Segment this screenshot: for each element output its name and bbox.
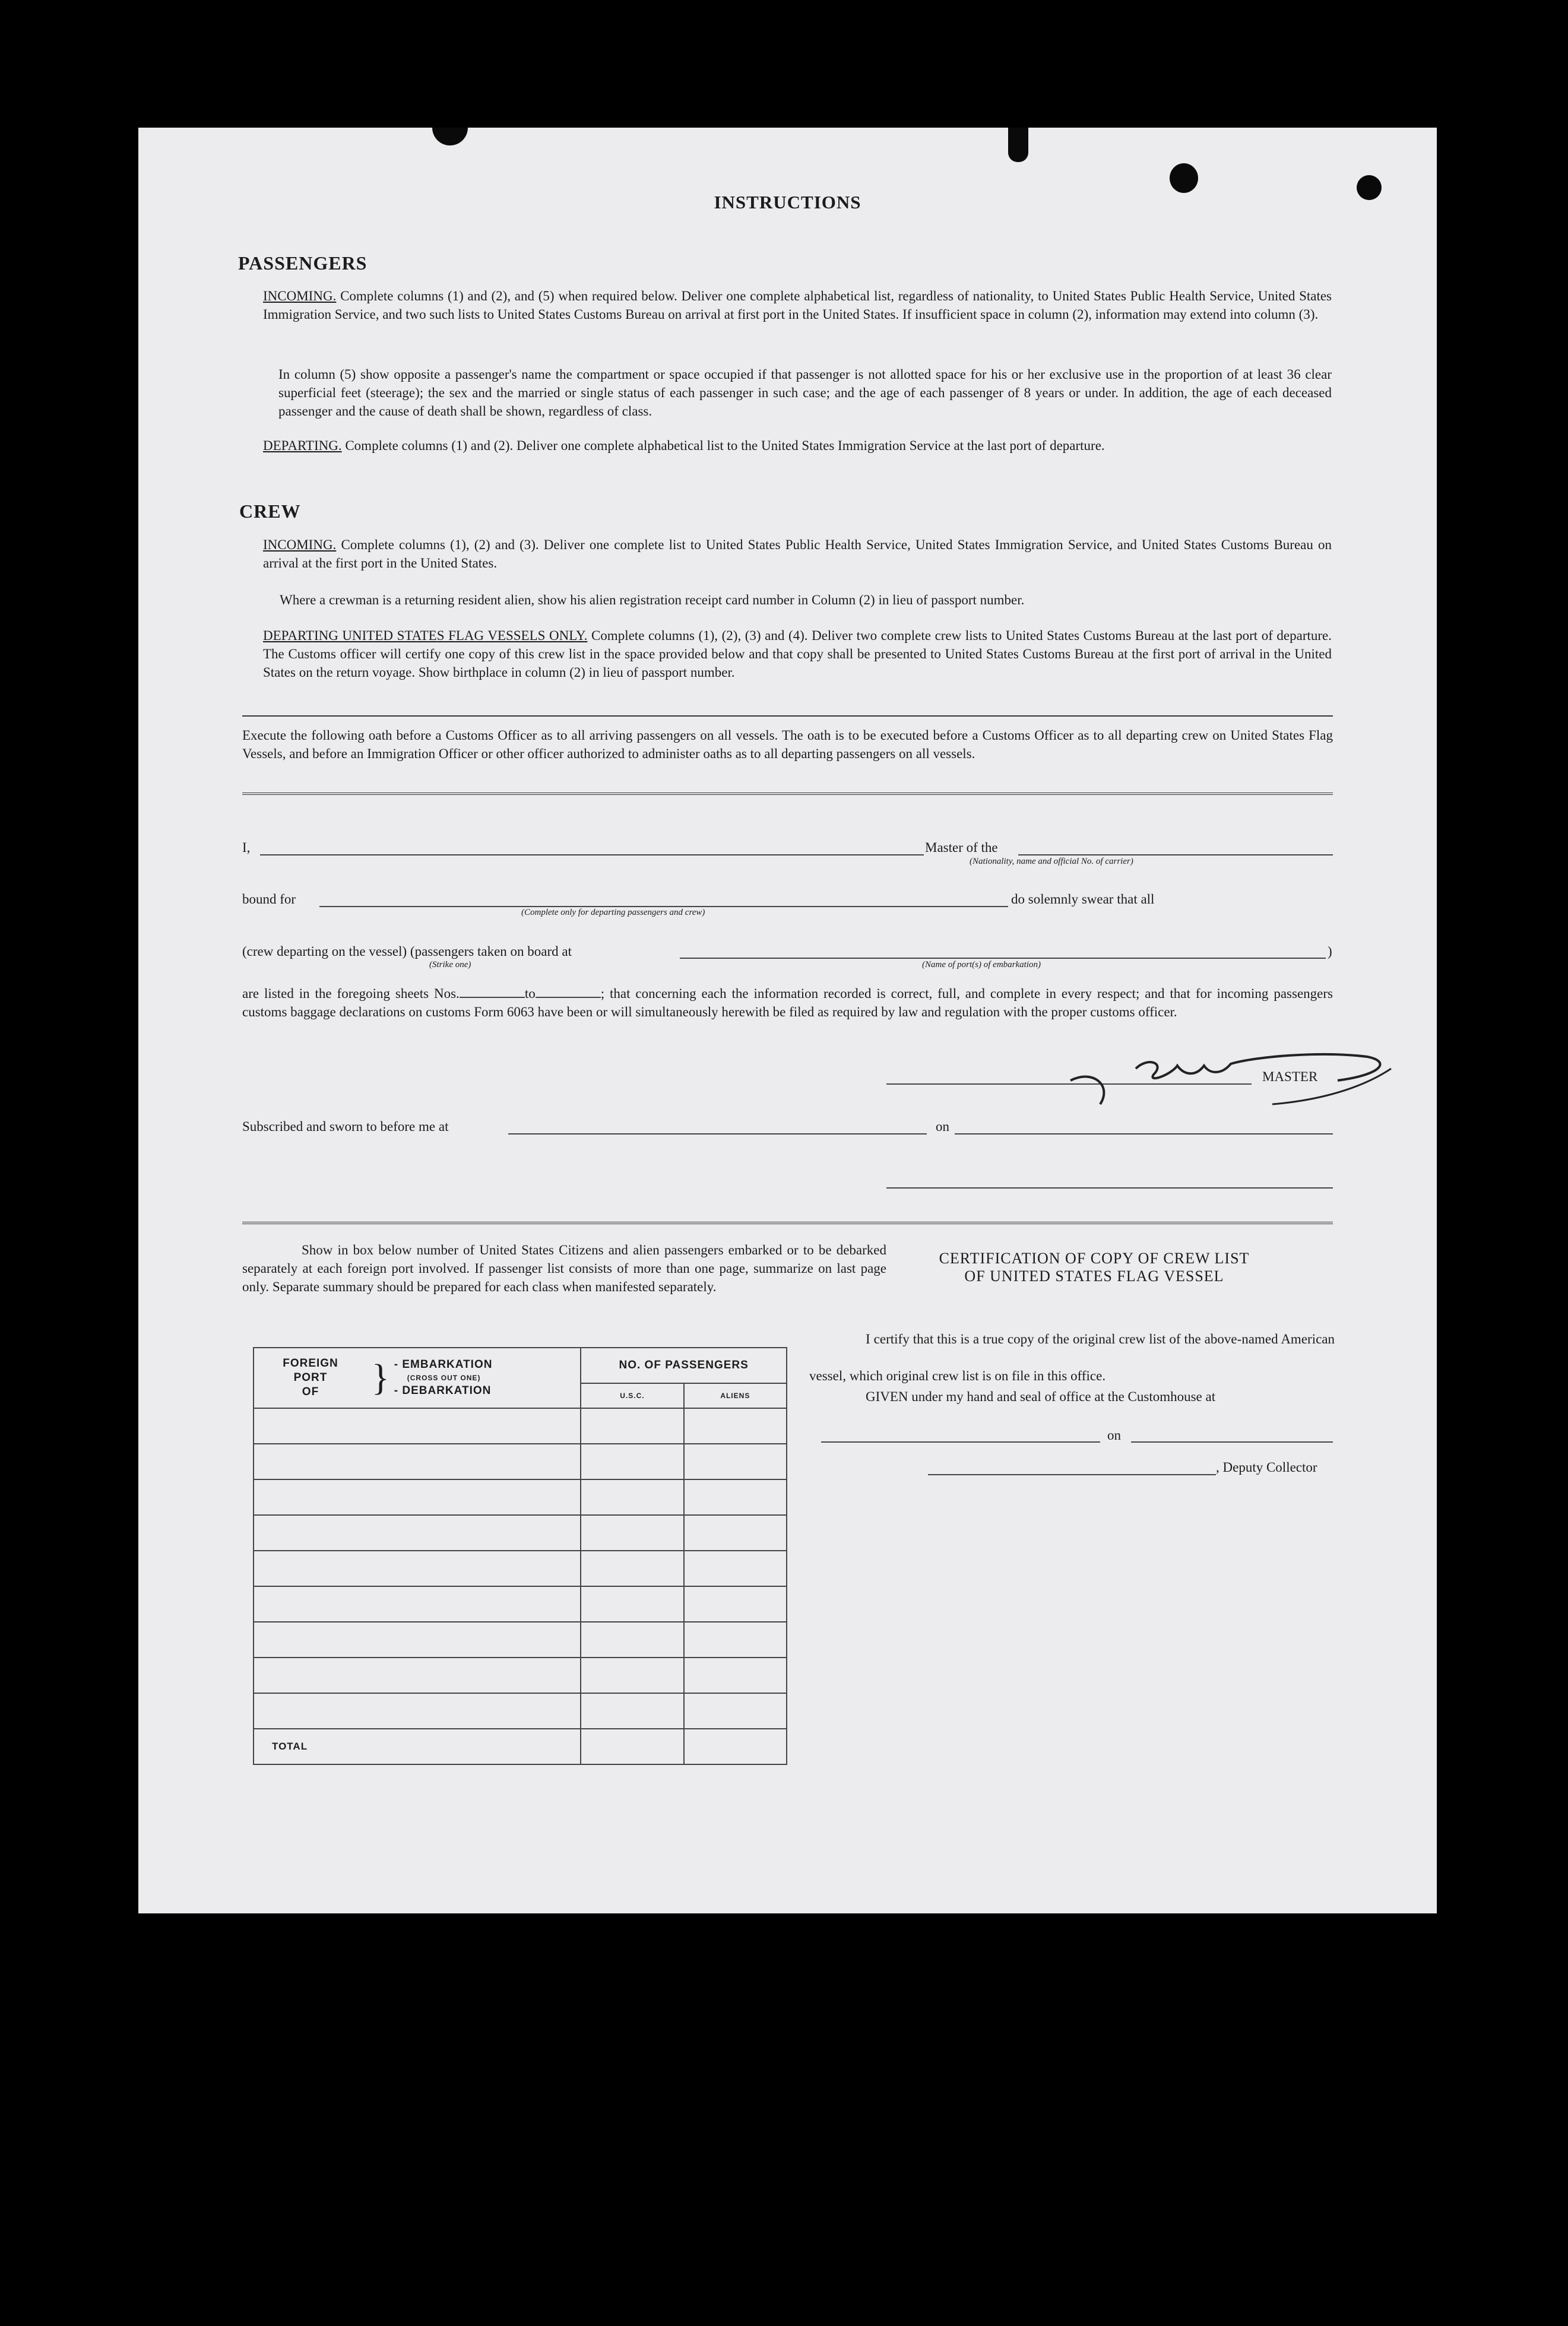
certification-text: I certify that this is a true copy of the original crew list of the above-named American vessel, which original crew list is on file in this office. (809, 1332, 1335, 1383)
passengers-incoming-paragraph (263, 287, 1332, 324)
oath-listed-paragraph (242, 984, 1333, 1021)
table-row (254, 1444, 787, 1479)
crew-departing-paragraph (263, 626, 1332, 682)
document-page (138, 128, 1437, 1913)
sworn-on-label: on (936, 1119, 949, 1134)
passengers-heading: PASSENGERS (238, 252, 368, 274)
strike-one-hint: (Strike one) (429, 960, 471, 969)
crew-incoming-paragraph (263, 535, 1332, 572)
passenger-summary-table (253, 1347, 787, 1765)
master-label: MASTER (1262, 1069, 1318, 1084)
oath-bound-for-label: bound for (242, 892, 296, 907)
passengers-departing-text: Complete columns (1) and (2). Deliver one complete alphabetical list to the United States Immigration Service at the last port of departure. (345, 438, 1105, 453)
listed-to: to (524, 986, 536, 1001)
sheet-from-field[interactable] (460, 986, 525, 998)
customhouse-location-field[interactable] (821, 1441, 1100, 1443)
oath-close-paren: ) (1328, 944, 1332, 959)
officer-signature-field[interactable] (886, 1187, 1333, 1189)
certification-heading-line1: CERTIFICATION OF COPY OF CREW LIST (939, 1250, 1250, 1267)
crew-incoming-label: INCOMING. (263, 537, 337, 552)
table-row (254, 1551, 787, 1586)
table-row (254, 1693, 787, 1729)
carrier-hint: (Nationality, name and official No. of carrier) (970, 857, 1133, 866)
port-label: PORT (293, 1371, 328, 1384)
sworn-location-field[interactable] (508, 1133, 927, 1135)
usc-header: U.S.C. (581, 1383, 683, 1408)
subscribed-label: Subscribed and sworn to before me at (242, 1119, 449, 1134)
brace-glyph: } (372, 1358, 389, 1398)
certification-given: GIVEN under my hand and seal of office at the Customhouse at (866, 1389, 1216, 1404)
passengers-column5-paragraph: In column (5) show opposite a passenger's name the compartment or space occupied if that passenger is not allotted space for his or her exclusive use in the proportion of at least 36 clear superficial feet (steerage); the sex and the married or single status of each passenger in such case; and the age of each passenger of 8 years or under. In addition, the age of each deceased passenger and the cause of death shall be shown, regardless of class. (278, 367, 1332, 419)
no-of-passengers-header: NO. OF PASSENGERS (581, 1348, 787, 1383)
table-header-row (254, 1348, 787, 1383)
crew-departing-text: Complete columns (1), (2), (3) and (4). Deliver two complete crew lists to United States Customs Bureau at the last port of departure. The Customs officer will certify one copy of this crew list in the space provided below and that copy shall be presented to United States Customs Bureau at the first port of arrival in the United States on the return voyage. Show birthplace in column (2) in lieu of passport number. (263, 628, 1332, 680)
foreign-label: FOREIGN (283, 1357, 338, 1370)
passengers-incoming-text: Complete columns (1) and (2), and (5) when required below. Deliver one complete alphabetical list, regardless of nationality, to United States Public Health Service, United States Immigration Service, and two such lists to United States Customs Bureau on arrival at first port in the United States. If insufficient space in column (2), information may extend into column (3). (263, 289, 1332, 322)
deputy-collector-signature-field[interactable] (928, 1474, 1216, 1475)
passengers-incoming-label: INCOMING. (263, 289, 337, 303)
total-usc-cell[interactable] (581, 1729, 683, 1764)
oath-divider (242, 793, 1333, 795)
page-title: INSTRUCTIONS (714, 192, 861, 213)
summary-divider (242, 1222, 1333, 1224)
of-label: OF (302, 1386, 319, 1398)
crew-incoming-text: Complete columns (1), (2) and (3). Deliver one complete list to United States Public Health Service, United States Immigration Service, and United States Customs Bureau on arrival at the first port in the United States. (263, 537, 1332, 571)
passengers-departing-label: DEPARTING. (263, 438, 342, 453)
paper-damage-mark (432, 128, 468, 145)
table-row (254, 1515, 787, 1551)
table-row (254, 1408, 787, 1444)
table-row (254, 1586, 787, 1622)
master-signature (1059, 1033, 1415, 1116)
total-row (254, 1729, 787, 1764)
passengers-departing-paragraph (263, 436, 1332, 455)
certification-heading-line2: OF UNITED STATES FLAG VESSEL (964, 1267, 1224, 1285)
certification-date-field[interactable] (1131, 1441, 1333, 1443)
total-label: TOTAL (254, 1729, 581, 1764)
certification-heading (895, 1250, 1293, 1285)
paper-damage-mark (1008, 128, 1028, 162)
sworn-date-field[interactable] (955, 1133, 1333, 1135)
oath-intro-paragraph: Execute the following oath before a Customs Officer as to all arriving passengers on all vessels. The oath is to be executed before a Customs Officer as to all departing crew on United States Flag Vessels, and before an Immigration Officer or other officer authorized to administer oaths as to all departing passengers on all vessels. (242, 728, 1333, 761)
debarkation-label: - DEBARKATION (394, 1384, 492, 1397)
certification-on-label: on (1107, 1428, 1121, 1443)
port-header-cell (254, 1348, 581, 1408)
bound-for-hint: (Complete only for departing passengers and crew) (521, 908, 705, 917)
deputy-collector-label: , Deputy Collector (1216, 1460, 1317, 1475)
crew-heading: CREW (239, 500, 301, 522)
summary-instructions: Show in box below number of United States Citizens and alien passengers embarked or to be debarked separately at each foreign port involved. If passenger list consists of more than one page, summarize on last page only. Separate summary should be prepared for each class when manifested separately. (242, 1243, 886, 1294)
cross-out-label: (CROSS OUT ONE) (407, 1374, 481, 1382)
sheet-to-field[interactable] (536, 986, 601, 998)
punch-hole (1170, 163, 1198, 193)
embarkation-port-field[interactable] (680, 958, 1326, 959)
crew-departing-label: DEPARTING UNITED STATES FLAG VESSELS ONLY. (263, 628, 588, 643)
port-hint: (Name of port(s) of embarkation) (922, 960, 1041, 969)
oath-master-of-label: Master of the (925, 840, 998, 855)
master-name-field[interactable] (260, 854, 924, 855)
listed-prefix: are listed in the foregoing sheets Nos. (242, 986, 460, 1001)
table-row (254, 1658, 787, 1693)
oath-i-label: I, (242, 840, 251, 855)
section-divider (242, 715, 1333, 717)
listed-rest: ; that concerning each the information recorded is correct, full, and complete in every respect; and that for incoming passengers customs baggage declarations on customs Form 6063 have been or will simultaneously herewith be filed as required by law and regulation with the proper customs officer. (242, 986, 1333, 1019)
embarkation-label: - EMBARKATION (394, 1358, 493, 1371)
table-row (254, 1622, 787, 1658)
carrier-field[interactable] (1018, 854, 1333, 855)
total-aliens-cell[interactable] (684, 1729, 787, 1764)
oath-crew-passengers-label: (crew departing on the vessel) (passengers taken on board at (242, 944, 572, 959)
crew-alien-paragraph: Where a crewman is a returning resident alien, show his alien registration receipt card number in Column (2) in lieu of passport number. (280, 592, 1025, 607)
table-row (254, 1479, 787, 1515)
bound-for-field[interactable] (319, 906, 1008, 907)
aliens-header: ALIENS (684, 1383, 787, 1408)
oath-solemnly-label: do solemnly swear that all (1011, 892, 1155, 907)
